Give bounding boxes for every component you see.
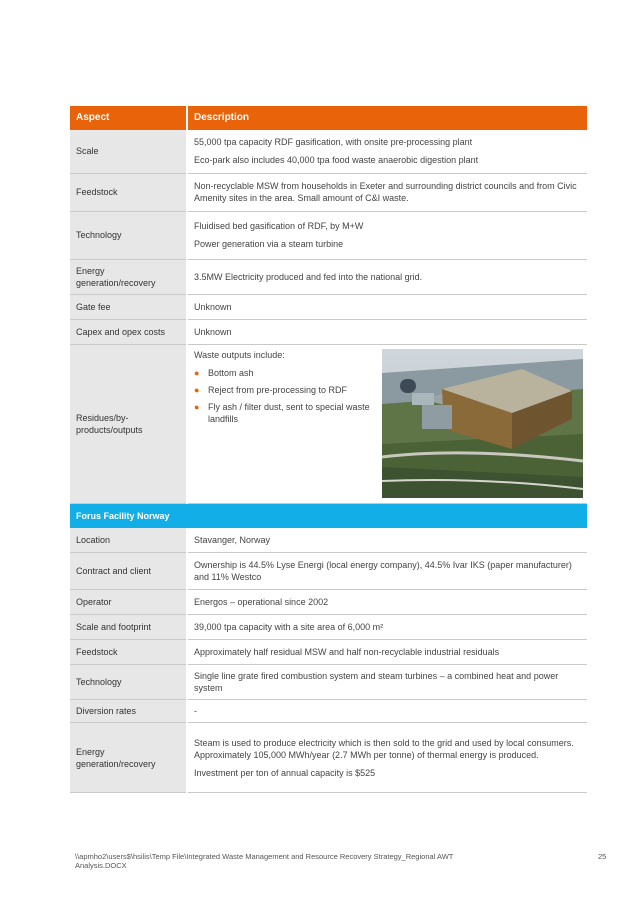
table-row: [70, 700, 587, 723]
row-description: Unknown: [187, 319, 587, 344]
row-aspect: Contract and client: [70, 553, 187, 590]
table-row-residues: [70, 344, 587, 503]
row-aspect: Gate fee: [70, 294, 187, 319]
section-header-row: [70, 503, 587, 528]
page-number: 25: [598, 852, 607, 861]
bullet-icon: ●: [194, 401, 200, 412]
row-description: 55,000 tpa capacity RDF gasification, with onsite pre-processing plant Eco-park also includes 40,000 tpa food waste anaerobic digestion plant: [187, 130, 587, 173]
row-aspect: Scale: [70, 130, 187, 173]
row-aspect: Operator: [70, 590, 187, 615]
header-description: Description: [187, 106, 587, 130]
row-aspect: Energy generation/recovery: [70, 259, 187, 294]
table-row: [70, 665, 587, 700]
table-row: [70, 553, 587, 590]
row-aspect: Feedstock: [70, 640, 187, 665]
comparison-table: [70, 106, 587, 793]
table-row: [70, 259, 587, 294]
row-description: 3.5MW Electricity produced and fed into the national grid.: [187, 259, 587, 294]
row-aspect: Scale and footprint: [70, 615, 187, 640]
table-row: [70, 173, 587, 211]
row-description: Stavanger, Norway: [187, 528, 587, 553]
residues-list: [194, 367, 374, 425]
row-description: [187, 344, 587, 503]
list-item: ● Fly ash / filter dust, sent to special waste landfills: [194, 401, 370, 424]
table-header-row: [70, 106, 587, 130]
row-description: Steam is used to produce electricity which is then sold to the grid and used by local consumers. Approximately 105,000 MWh/year (2.7 MWh per tonne) of thermal energy is produced. Investment per ton of annual capacity is $525: [187, 723, 587, 793]
row-description: Fluidised bed gasification of RDF, by M+W Power generation via a steam turbine: [187, 211, 587, 259]
residues-intro: Waste outputs include:: [194, 349, 285, 360]
table-row: [70, 590, 587, 615]
row-aspect: Technology: [70, 211, 187, 259]
list-item: ● Reject from pre-processing to RDF: [194, 384, 348, 395]
row-description: Energos – operational since 2002: [187, 590, 587, 615]
header-aspect: Aspect: [70, 106, 187, 130]
table-row: [70, 130, 587, 173]
table-row: [70, 640, 587, 665]
section-title: Forus Facility Norway: [70, 503, 587, 528]
row-aspect: Residues/by-products/outputs: [70, 344, 187, 503]
table-row: [70, 211, 587, 259]
row-aspect: Capex and opex costs: [70, 319, 187, 344]
bullet-icon: ●: [194, 384, 200, 395]
row-aspect: Energy generation/recovery: [70, 723, 187, 793]
table-row: [70, 319, 587, 344]
row-description: Single line grate fired combustion system and steam turbines – a combined heat and power system: [187, 665, 587, 700]
row-description: 39,000 tpa capacity with a site area of 6,000 m²: [187, 615, 587, 640]
row-description: Unknown: [187, 294, 587, 319]
row-description: Non-recyclable MSW from households in Exeter and surrounding district councils and from Civic Amenity sites in the area. Small amount of C&I waste.: [187, 173, 587, 211]
row-description: -: [187, 700, 587, 723]
row-description: Ownership is 44.5% Lyse Energi (local energy company), 44.5% Ivar IKS (paper manufacturer) and 11% Westco: [187, 553, 587, 590]
footer-file-path: \\apmho2\users$\hsilis\Temp File\Integrated Waste Management and Resource Recovery Strategy_Regional AWT Analysis.DOCX: [75, 852, 454, 870]
facility-photo: [382, 349, 583, 498]
row-aspect: Technology: [70, 665, 187, 700]
row-aspect: Feedstock: [70, 173, 187, 211]
row-aspect: Diversion rates: [70, 700, 187, 723]
facility-aerial-image: [382, 349, 583, 498]
table-row: [70, 723, 587, 793]
table-row: [70, 294, 587, 319]
bullet-icon: ●: [194, 367, 200, 378]
table-row: [70, 528, 587, 553]
row-description: Approximately half residual MSW and half non-recyclable industrial residuals: [187, 640, 587, 665]
row-aspect: Location: [70, 528, 187, 553]
list-item: ● Bottom ash: [194, 367, 254, 378]
table-row: [70, 615, 587, 640]
